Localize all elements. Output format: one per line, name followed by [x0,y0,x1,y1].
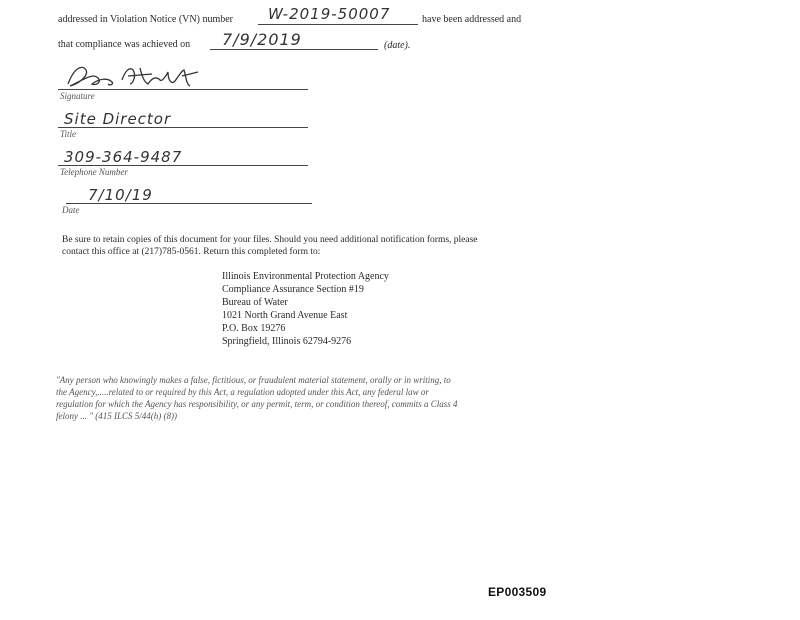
compliance-date-handwritten: 7/9/2019 [222,30,302,49]
instructions-line: contact this office at (217)785-0561. Return this completed form to: [62,247,321,257]
address-line: Bureau of Water [222,297,288,308]
address-line: P.O. Box 19276 [222,323,286,334]
vn-number-handwritten: W-2019-50007 [268,5,391,23]
statute-quote [56,374,556,422]
statute-quote-line: regulation for which the Agency has responsibility, or any permit, term, or condition thereof, commits a Class 4 [56,399,458,409]
document-id: EP003509 [488,585,547,599]
date-handwritten: 7/10/19 [88,186,153,204]
telephone-underline [58,165,308,166]
vn-line-suffix: have been addressed and [422,14,522,25]
title-underline [58,127,308,128]
vn-line-prefix: addressed in Violation Notice (VN) number [58,14,234,25]
title-label: Title [60,129,77,139]
address-line: Springfield, Illinois 62794-9276 [222,336,352,347]
statute-quote-line: felony ... " (415 ILCS 5/44(h) (8)) [56,411,178,421]
signature-underline [58,89,308,90]
date-hint: (date). [384,40,411,51]
vn-number-underline [258,24,418,25]
date-label: Date [62,205,80,215]
title-handwritten: Site Director [64,110,172,128]
telephone-handwritten: 309-364-9487 [64,148,183,166]
statute-quote-line: "Any person who knowingly makes a false, fictitious, or fraudulent material statement, orally or in writing, to [56,375,451,385]
mailing-address [222,270,389,348]
telephone-label: Telephone Number [60,167,128,177]
compliance-line-prefix: that compliance was achieved on [58,39,191,50]
address-line: Illinois Environmental Protection Agency [222,271,389,282]
compliance-date-underline [210,49,378,50]
address-line: 1021 North Grand Avenue East [222,310,348,321]
handwritten-signature [62,62,212,90]
statute-quote-line: the Agency,.....related to or required by this Act, a regulation adopted under this Act, any federal law or [56,387,429,397]
signature-label: Signature [60,91,95,101]
instructions-paragraph [62,234,478,258]
date-underline [66,203,312,204]
address-line: Compliance Assurance Section #19 [222,284,364,295]
instructions-line: Be sure to retain copies of this document for your files. Should you need additional notification forms, please [62,235,478,245]
